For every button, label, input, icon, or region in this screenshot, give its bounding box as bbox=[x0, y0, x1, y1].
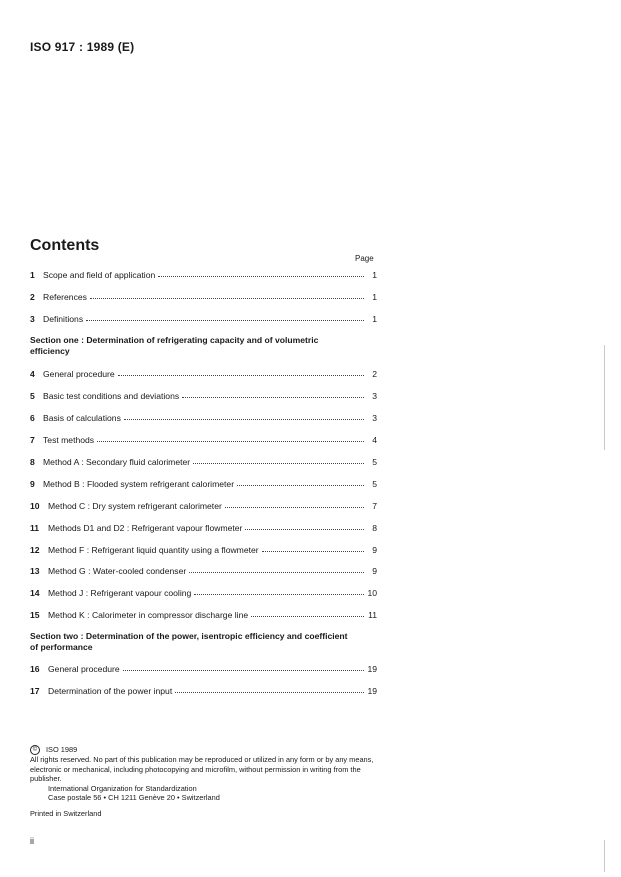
entry-title: Determination of the power input bbox=[48, 686, 173, 696]
entry-number: 14 bbox=[30, 588, 40, 598]
dot-leader bbox=[123, 670, 364, 671]
dot-leader bbox=[124, 419, 364, 420]
entry-page: 3 bbox=[372, 413, 377, 423]
copyright-text: ISO 1989 bbox=[46, 745, 78, 755]
dot-leader bbox=[97, 441, 364, 442]
toc-entry[interactable] bbox=[30, 290, 377, 302]
entry-page: 19 bbox=[367, 686, 377, 696]
entry-title: Method C : Dry system refrigerant calorimeter bbox=[48, 501, 222, 511]
toc-entry[interactable] bbox=[30, 411, 377, 423]
entry-page: 5 bbox=[372, 457, 377, 467]
entry-title: Method J : Refrigerant vapour cooling bbox=[48, 588, 192, 598]
scan-artifact bbox=[604, 840, 605, 872]
entry-number: 1 bbox=[30, 270, 35, 280]
organization-address: Case postale 56 • CH 1211 Genève 20 • Switzerland bbox=[48, 793, 220, 803]
organization-name: International Organization for Standardization bbox=[48, 783, 197, 793]
dot-leader bbox=[245, 529, 364, 530]
dot-leader bbox=[158, 276, 364, 277]
entry-title: Scope and field of application bbox=[43, 270, 156, 280]
entry-number: 15 bbox=[30, 610, 40, 620]
entry-title: Method B : Flooded system refrigerant calorimeter bbox=[43, 479, 235, 489]
entry-title: Basic test conditions and deviations bbox=[43, 391, 180, 401]
toc-entry[interactable] bbox=[30, 608, 377, 620]
dot-leader bbox=[193, 463, 364, 464]
toc-entry[interactable] bbox=[30, 521, 377, 533]
toc-entry[interactable] bbox=[30, 455, 377, 467]
entry-page: 2 bbox=[372, 369, 377, 379]
entry-number: 6 bbox=[30, 413, 35, 423]
page-column-label: Page bbox=[355, 254, 374, 263]
entry-number: 17 bbox=[30, 686, 40, 696]
entry-page: 19 bbox=[367, 664, 377, 674]
toc-entry[interactable] bbox=[30, 433, 377, 445]
toc-entry[interactable] bbox=[30, 662, 377, 674]
dot-leader bbox=[225, 507, 364, 508]
entry-page: 7 bbox=[372, 501, 377, 511]
entry-title: General procedure bbox=[43, 369, 115, 379]
dot-leader bbox=[262, 551, 364, 552]
entry-page: 10 bbox=[367, 588, 377, 598]
entry-number: 7 bbox=[30, 435, 35, 445]
dot-leader bbox=[182, 397, 364, 398]
scan-artifact bbox=[604, 345, 605, 450]
toc-entry[interactable] bbox=[30, 477, 377, 489]
contents-heading: Contents bbox=[30, 237, 100, 254]
toc-entry[interactable] bbox=[30, 543, 377, 555]
entry-title: Method A : Secondary fluid calorimeter bbox=[43, 457, 191, 467]
entry-title: Test methods bbox=[43, 435, 95, 445]
entry-title: Method G : Water-cooled condenser bbox=[48, 566, 187, 576]
entry-title: General procedure bbox=[48, 664, 120, 674]
dot-leader bbox=[194, 594, 364, 595]
entry-page: 9 bbox=[372, 545, 377, 555]
entry-page: 1 bbox=[372, 314, 377, 324]
page-number: ii bbox=[30, 836, 34, 846]
entry-title: References bbox=[43, 292, 87, 302]
entry-title: Basis of calculations bbox=[43, 413, 121, 423]
copyright-icon: © bbox=[30, 745, 40, 755]
entry-number: 5 bbox=[30, 391, 35, 401]
dot-leader bbox=[251, 616, 364, 617]
dot-leader bbox=[118, 375, 364, 376]
entry-page: 9 bbox=[372, 566, 377, 576]
section-two-heading: Section two : Determination of the power, isentropic efficiency and coefficient of performance bbox=[30, 631, 348, 652]
entry-number: 11 bbox=[30, 523, 40, 533]
toc-entry[interactable] bbox=[30, 564, 377, 576]
toc-entry[interactable] bbox=[30, 499, 377, 511]
section-one-heading: Section one : Determination of refrigerating capacity and of volumetric efficiency bbox=[30, 335, 319, 356]
dot-leader bbox=[86, 320, 364, 321]
toc-entry[interactable] bbox=[30, 586, 377, 598]
entry-page: 8 bbox=[372, 523, 377, 533]
entry-number: 10 bbox=[30, 501, 40, 511]
entry-number: 4 bbox=[30, 369, 35, 379]
rights-statement: All rights reserved. No part of this publication may be reproduced or utilized in any form or by any means, electronic or mechanical, including photocopying and microfilm, without permission in writing from the publisher. bbox=[30, 755, 374, 784]
entry-page: 4 bbox=[372, 435, 377, 445]
toc-entry[interactable] bbox=[30, 268, 377, 280]
printed-in: Printed in Switzerland bbox=[30, 808, 102, 818]
entry-number: 16 bbox=[30, 664, 40, 674]
document-id: ISO 917 : 1989 (E) bbox=[30, 40, 135, 54]
entry-number: 8 bbox=[30, 457, 35, 467]
copyright-block bbox=[30, 745, 380, 819]
dot-leader bbox=[237, 485, 364, 486]
dot-leader bbox=[175, 692, 364, 693]
dot-leader bbox=[189, 572, 364, 573]
entry-page: 5 bbox=[372, 479, 377, 489]
entry-page: 1 bbox=[372, 270, 377, 280]
entry-title: Definitions bbox=[43, 314, 84, 324]
toc-entry[interactable] bbox=[30, 684, 377, 696]
entry-number: 9 bbox=[30, 479, 35, 489]
dot-leader bbox=[90, 298, 364, 299]
toc-entry[interactable] bbox=[30, 367, 377, 379]
entry-page: 3 bbox=[372, 391, 377, 401]
toc-entry[interactable] bbox=[30, 389, 377, 401]
entry-number: 2 bbox=[30, 292, 35, 302]
entry-number: 12 bbox=[30, 545, 40, 555]
entry-page: 11 bbox=[368, 610, 377, 620]
entry-title: Method K : Calorimeter in compressor discharge line bbox=[48, 610, 249, 620]
entry-number: 3 bbox=[30, 314, 35, 324]
entry-title: Methods D1 and D2 : Refrigerant vapour flowmeter bbox=[48, 523, 243, 533]
entry-page: 1 bbox=[372, 292, 377, 302]
entry-number: 13 bbox=[30, 566, 40, 576]
toc-entry[interactable] bbox=[30, 312, 377, 324]
entry-title: Method F : Refrigerant liquid quantity using a flowmeter bbox=[48, 545, 259, 555]
